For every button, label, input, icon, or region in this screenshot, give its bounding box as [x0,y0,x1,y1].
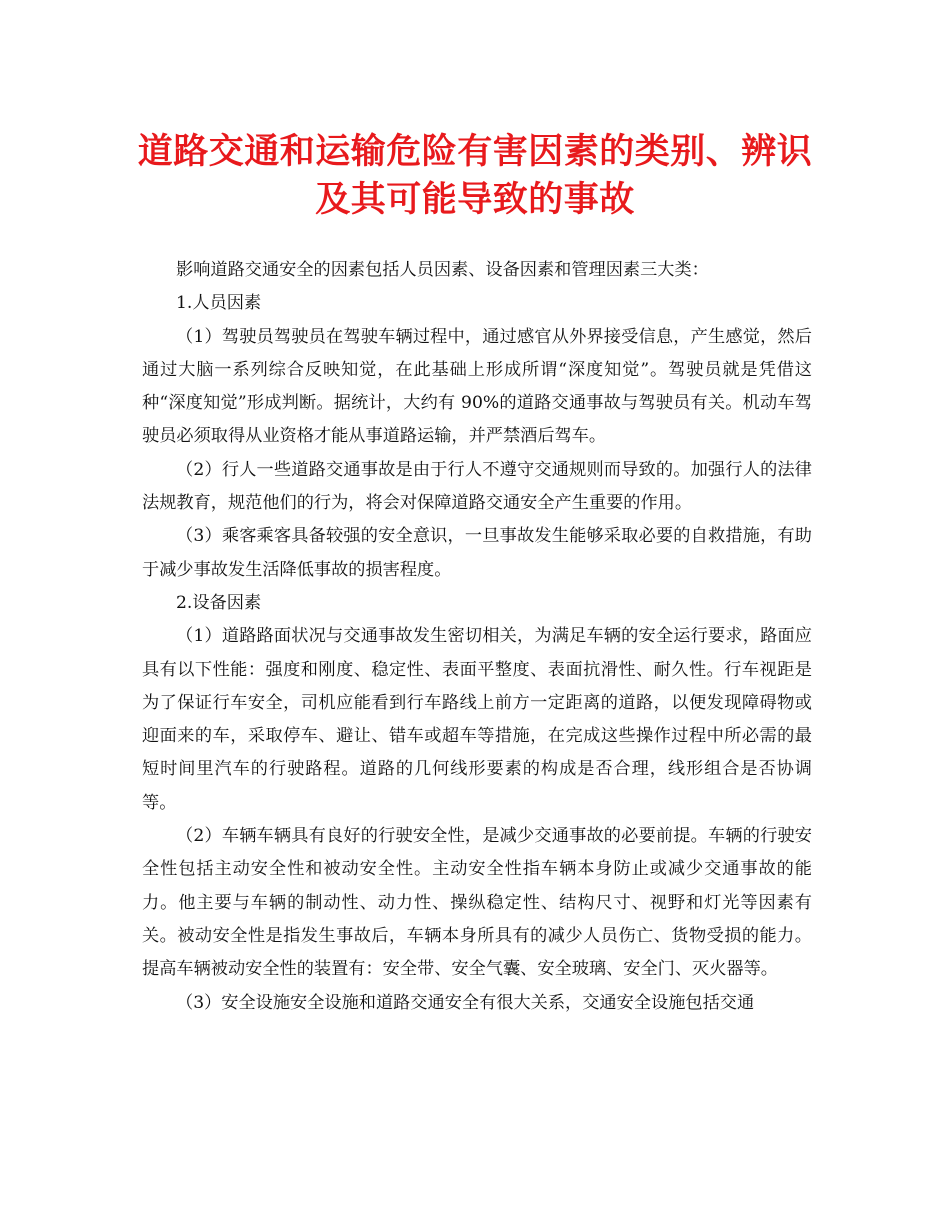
paragraph-passenger: （3）乘客乘客具备较强的安全意识，一旦事故发生能够采取必要的自救措施，有助于减少事故发生活降低事故的损害程度。 [142,526,812,580]
paragraph-driver: （1）驾驶员驾驶员在驾驶车辆过程中，通过感官从外界接受信息，产生感觉，然后通过大脑一系列综合反映知觉，在此基础上形成所谓“深度知觉”。驾驶员就是凭借这种“深度知觉”形成判断。据统计，大约有 90%的道路交通事故与驾驶员有关。机动车驾驶员必须取得从业资格才能从事道路运输，并严禁酒后驾车。 [142,326,812,447]
paragraph-road: （1）道路路面状况与交通事故发生密切相关，为满足车辆的安全运行要求，路面应具有以下性能：强度和刚度、稳定性、表面平整度、表面抗滑性、耐久性。行车视距是为了保证行车安全，司机应能看到行车路线上前方一定距离的道路，以便发现障碍物或迎面来的车，采取停车、避让、错车或超车等措施，在完成这些操作过程中所必需的最短时间里汽车的行驶路程。道路的几何线形要素的构成是否合理，线形组合是否协调等。 [142,626,812,813]
paragraph-pedestrian: （2）行人一些道路交通事故是由于行人不遵守交通规则而导致的。加强行人的法律法规教育，规范他们的行为，将会对保障道路交通安全产生重要的作用。 [142,459,812,514]
paragraph-safety-facilities: （3）安全设施安全设施和道路交通安全有很大关系，交通安全设施包括交通 [176,992,755,1013]
section-heading-equipment: 2.设备因素 [176,592,262,613]
document-body [142,254,812,1020]
section-heading-personnel: 1.人员因素 [176,293,262,314]
document-title-line-1: 道路交通和运输危险有害因素的类别、辨识 [137,131,813,172]
intro-paragraph: 影响道路交通安全的因素包括人员因素、设备因素和管理因素三大类： [176,260,709,280]
paragraph-vehicle: （2）车辆车辆具有良好的行驶安全性，是减少交通事故的必要前提。车辆的行驶安全性包括主动安全性和被动安全性。主动安全性指车辆本身防止或减少交通事故的能力。他主要与车辆的制动性、动力性、操纵稳定性、结构尺寸、视野和灯光等因素有关。被动安全性是指发生事故后，车辆本身所具有的减少人员伤亡、货物受损的能力。提高车辆被动安全性的装置有：安全带、安全气囊、安全玻璃、安全门、灭火器等。 [142,826,812,980]
document-title-line-2: 及其可能导致的事故 [315,179,635,220]
